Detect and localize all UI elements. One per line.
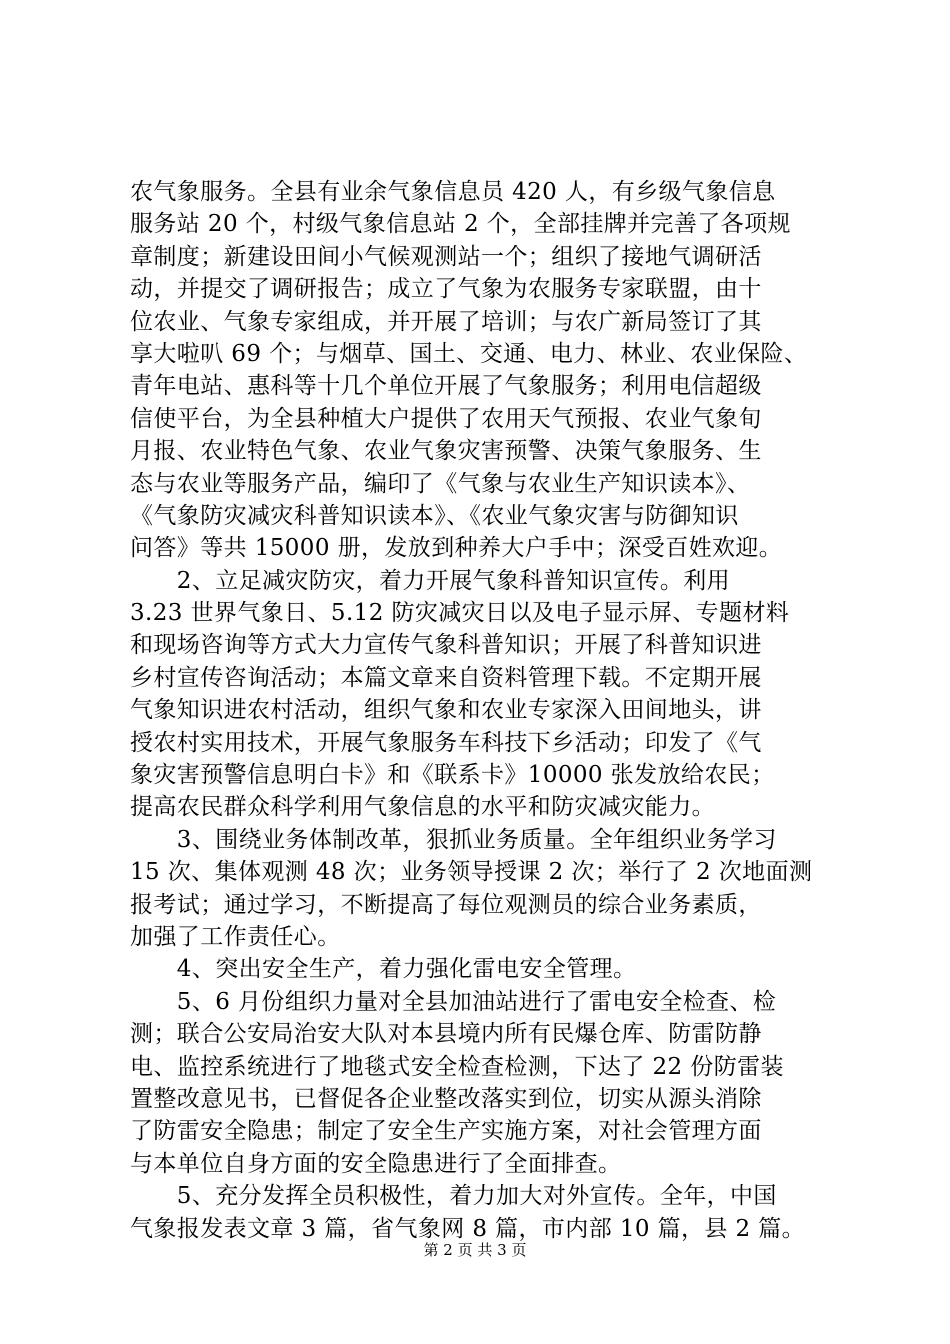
text-line: 《气象防灾减灾科普知识读本》、《农业气象灾害与防御知识 <box>130 502 739 529</box>
body-text <box>130 176 830 1245</box>
text-line: 3.23 世界气象日、5.12 防灾减灾日以及电子显示屏、专题材料 <box>130 600 790 627</box>
text-line: 享大啦叭 69 个；与烟草、国土、交通、电力、林业、农业保险、 <box>130 340 808 367</box>
text-line: 月报、农业特色气象、农业气象灾害预警、决策气象服务、生 <box>130 438 762 465</box>
text-line: 4、突出安全生产，着力强化雷电安全管理。 <box>130 956 637 983</box>
text-line: 青年电站、惠科等十几个单位开展了气象服务；利用电信超级 <box>130 373 762 400</box>
text-line: 了防雷安全隐患；制定了安全生产实施方案，对社会管理方面 <box>130 1118 762 1145</box>
text-line: 章制度；新建设田间小气候观测站一个；组织了接地气调研活 <box>130 243 762 270</box>
text-line: 动，并提交了调研报告；成立了气象为农服务专家联盟，由十 <box>130 276 762 303</box>
text-line: 置整改意见书，已督促各企业整改落实到位，切实从源头消除 <box>130 1085 762 1112</box>
text-line: 象灾害预警信息明白卡》和《联系卡》10000 张发放给农民； <box>130 762 775 789</box>
text-line: 提高农民群众科学利用气象信息的水平和防灾减灾能力。 <box>130 794 715 821</box>
text-line: 位农业、气象专家组成，并开展了培训；与农广新局签订了其 <box>130 308 762 335</box>
text-line: 5、充分发挥全员积极性，着力加大对外宣传。全年，中国 <box>130 1183 777 1210</box>
text-line: 问答》等共 15000 册，发放到种养大户手中；深受百姓欢迎。 <box>130 535 783 562</box>
text-line: 服务站 20 个，村级气象信息站 2 个，全部挂牌并完善了各项规 <box>130 211 791 238</box>
text-line: 态与农业等服务产品，编印了《气象与农业生产知识读本》、 <box>130 470 751 497</box>
text-line: 信使平台，为全县种植大户提供了农用天气预报、农业气象旬 <box>130 405 762 432</box>
text-line: 授农村实用技术，开展气象服务车科技下乡活动；印发了《气 <box>130 729 762 756</box>
text-line: 报考试；通过学习，不断提高了每位观测员的综合业务素质， <box>130 891 762 918</box>
text-line: 和现场咨询等方式大力宣传气象科普知识；开展了科普知识进 <box>130 632 762 659</box>
text-line: 气象知识进农村活动，组织气象和农业专家深入田间地头，讲 <box>130 697 762 724</box>
text-line: 气象报发表文章 3 篇，省气象网 8 篇，市内部 10 篇，县 2 篇。 <box>130 1215 806 1242</box>
text-line: 农气象服务。全县有业余气象信息员 420 人，有乡级气象信息 <box>130 179 776 205</box>
text-line: 3、围绕业务体制改革，狠抓业务质量。全年组织业务学习 <box>130 826 777 853</box>
text-line: 5、6 月份组织力量对全县加油站进行了雷电安全检查、检 <box>130 988 777 1015</box>
text-line: 与本单位自身方面的安全隐患进行了全面排查。 <box>130 1150 622 1177</box>
text-line: 乡村宣传咨询活动；本篇文章来自资料管理下载。不定期开展 <box>130 664 762 691</box>
text-line: 电、监控系统进行了地毯式安全检查检测，下达了 22 份防雷装 <box>130 1053 784 1080</box>
page-number-footer: 第 2 页 共 3 页 <box>423 1241 527 1259</box>
text-line: 2、立足减灾防灾，着力开展气象科普知识宣传。利用 <box>130 567 731 594</box>
text-line: 15 次、集体观测 48 次；业务领导授课 2 次；举行了 2 次地面测 <box>130 859 813 886</box>
text-line: 测；联合公安局治安大队对本县境内所有民爆仓库、防雷防静 <box>130 1021 762 1048</box>
text-line: 加强了工作责任心。 <box>130 923 341 950</box>
